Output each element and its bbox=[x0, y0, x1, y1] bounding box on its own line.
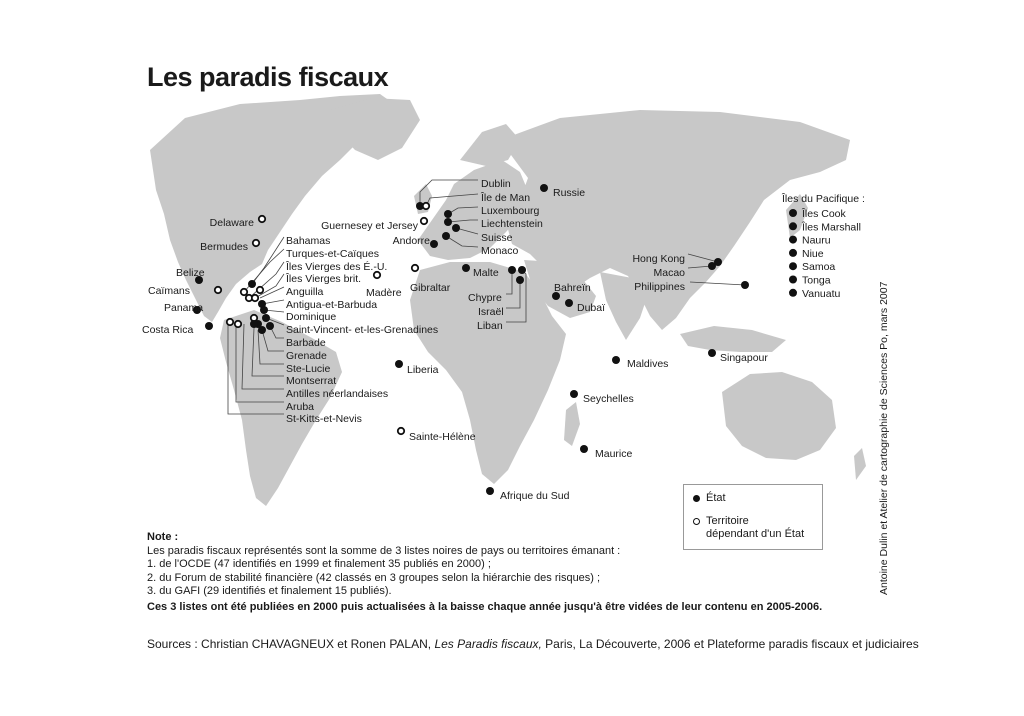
marker-saint-vincent-et-les-grenadines bbox=[262, 314, 270, 322]
marker-anguilla bbox=[257, 287, 263, 293]
label-anguilla: Anguilla bbox=[286, 286, 324, 298]
label-panama: Panama bbox=[164, 302, 204, 314]
label-liban: Liban bbox=[477, 320, 503, 332]
marker-aruba bbox=[227, 319, 233, 325]
marker-maldives bbox=[612, 356, 620, 364]
label-bahrein: Bahreïn bbox=[554, 282, 591, 294]
note-intro: Les paradis fiscaux représentés sont la somme de 3 listes noires de pays ou territoires émanant : bbox=[147, 544, 621, 557]
marker-costa-rica bbox=[205, 322, 213, 330]
label-singapour: Singapour bbox=[720, 352, 768, 364]
label-aruba: Aruba bbox=[286, 401, 315, 413]
label-liechtenstein: Liechtenstein bbox=[481, 218, 543, 230]
pacific-label-iles-marshall: Îles Marshall bbox=[802, 221, 861, 234]
label-bermudes: Bermudes bbox=[200, 241, 248, 253]
note-conclusion: Ces 3 listes ont été publiées en 2000 puis actualisées à la baisse chaque année jusqu'à être vidées de leur contenu en 2005-2006. bbox=[147, 600, 823, 613]
label-bahamas: Bahamas bbox=[286, 235, 331, 247]
pacific-heading: Îles du Pacifique : bbox=[782, 193, 865, 205]
marker-macao bbox=[708, 262, 716, 270]
note-title: Note : bbox=[147, 531, 179, 543]
label-iles-vierges-des-e-u: Îles Vierges des É.-U. bbox=[286, 261, 388, 273]
pacific-label-iles-cook: Îles Cook bbox=[802, 208, 846, 220]
marker-dubai bbox=[565, 299, 573, 307]
label-sainte-helene: Sainte-Hélène bbox=[409, 431, 476, 443]
marker-st-kitts-et-nevis bbox=[250, 320, 258, 328]
label-montserrat: Montserrat bbox=[286, 375, 337, 387]
marker-suisse bbox=[452, 224, 460, 232]
label-maldives: Maldives bbox=[627, 358, 669, 370]
label-dublin: Dublin bbox=[481, 178, 511, 190]
label-seychelles: Seychelles bbox=[583, 393, 634, 405]
note-item-2: 2. du Forum de stabilité financière (42 classés en 3 groupes selon la hiérarchie des risques) ; bbox=[147, 571, 601, 584]
label-israel: Israël bbox=[478, 306, 504, 318]
marker-singapour bbox=[708, 349, 716, 357]
sources-prefix: Sources : Christian CHAVAGNEUX et Ronen PALAN, bbox=[147, 637, 435, 651]
marker-liban bbox=[518, 266, 526, 274]
label-turques-et-caiques: Turques-et-Caïques bbox=[286, 248, 379, 260]
label-antigua-et-barbuda: Antigua-et-Barbuda bbox=[286, 299, 378, 311]
label-malte: Malte bbox=[473, 267, 499, 279]
marker-malte bbox=[462, 264, 470, 272]
marker-liberia bbox=[395, 360, 403, 368]
label-dominique: Dominique bbox=[286, 311, 337, 323]
label-iles-vierges-brit: Îles Vierges brit. bbox=[286, 273, 362, 285]
marker-caimans bbox=[215, 287, 221, 293]
label-afrique-du-sud: Afrique du Sud bbox=[500, 490, 570, 502]
note-item-1: 1. de l'OCDE (47 identifiés en 1999 et finalement 35 publiés en 2000) ; bbox=[147, 558, 491, 570]
marker-israel bbox=[516, 276, 524, 284]
label-delaware: Delaware bbox=[209, 217, 254, 229]
marker-ile-de-man bbox=[423, 203, 429, 209]
label-ile-de-man: Île de Man bbox=[481, 192, 531, 204]
marker-monaco bbox=[442, 232, 450, 240]
marker-antilles-neerlandaises bbox=[235, 321, 241, 327]
marker-philippines bbox=[741, 281, 749, 289]
note-block bbox=[147, 531, 887, 614]
sources-line bbox=[147, 637, 919, 651]
label-antilles-neerlandaises: Antilles néerlandaises bbox=[286, 388, 389, 400]
label-grenade: Grenade bbox=[286, 350, 327, 362]
landmass-new-zealand bbox=[854, 448, 866, 480]
label-suisse: Suisse bbox=[481, 232, 513, 244]
legend-territory-label-1: Territoire bbox=[706, 515, 749, 527]
label-hong-kong: Hong Kong bbox=[632, 253, 685, 265]
marker-bermudes bbox=[253, 240, 259, 246]
pacific-label-samoa: Samoa bbox=[802, 261, 836, 274]
pacific-marker-nauru bbox=[789, 236, 797, 244]
marker-dominique bbox=[260, 306, 268, 314]
pacific-label-tonga: Tonga bbox=[802, 274, 831, 287]
label-macao: Macao bbox=[653, 267, 685, 279]
pacific-label-niue: Niue bbox=[802, 247, 824, 260]
landmass-indonesia bbox=[680, 326, 786, 352]
label-russie: Russie bbox=[553, 187, 586, 199]
marker-delaware bbox=[259, 216, 265, 222]
legend-state-symbol bbox=[693, 495, 700, 502]
label-ste-lucie: Ste-Lucie bbox=[286, 363, 331, 375]
label-gibraltar: Gibraltar bbox=[410, 282, 451, 294]
label-madere: Madère bbox=[366, 287, 402, 299]
sources-suffix: Paris, La Découverte, 2006 et Plateforme paradis fiscaux et judiciaires bbox=[541, 637, 919, 651]
label-guernesey-et-jersey: Guernesey et Jersey bbox=[321, 220, 418, 232]
marker-sainte-helene bbox=[398, 428, 404, 434]
label-st-kitts-et-nevis: St-Kitts-et-Nevis bbox=[286, 413, 362, 425]
label-caimans: Caïmans bbox=[148, 285, 191, 297]
label-monaco: Monaco bbox=[481, 245, 519, 257]
label-costa-rica: Costa Rica bbox=[142, 324, 194, 336]
map-credit: Antoine Dulin et Atelier de cartographie de Sciences Po, mars 2007 bbox=[878, 281, 890, 595]
label-andorre: Andorre bbox=[392, 235, 430, 247]
marker-iles-vierges-brit bbox=[252, 295, 258, 301]
label-chypre: Chypre bbox=[468, 292, 502, 304]
legend-territory-symbol bbox=[693, 518, 700, 525]
landmass-australia bbox=[722, 372, 836, 460]
map-title: Les paradis fiscaux bbox=[147, 62, 389, 92]
pacific-label-vanuatu: Vanuatu bbox=[802, 287, 841, 300]
label-liberia: Liberia bbox=[407, 364, 439, 376]
pacific-marker-tonga bbox=[789, 276, 797, 284]
marker-chypre bbox=[508, 266, 516, 274]
marker-barbade bbox=[266, 322, 274, 330]
marker-bahamas bbox=[248, 280, 256, 288]
marker-guernesey-et-jersey bbox=[421, 218, 427, 224]
marker-russie bbox=[540, 184, 548, 192]
pacific-label-nauru: Nauru bbox=[802, 234, 831, 247]
marker-turques-et-caiques bbox=[241, 289, 247, 295]
marker-afrique-du-sud bbox=[486, 487, 494, 495]
label-philippines: Philippines bbox=[634, 281, 685, 293]
label-maurice: Maurice bbox=[595, 448, 633, 460]
legend-state-label: État bbox=[706, 492, 726, 504]
label-barbade: Barbade bbox=[286, 337, 326, 349]
pacific-marker-niue bbox=[789, 249, 797, 257]
sources-book-title: Les Paradis fiscaux, bbox=[434, 637, 542, 651]
pacific-marker-vanuatu bbox=[789, 289, 797, 297]
label-belize: Belize bbox=[176, 267, 205, 279]
legend-territory-label-2: dépendant d'un État bbox=[706, 528, 805, 540]
marker-liechtenstein bbox=[444, 218, 452, 226]
label-luxembourg: Luxembourg bbox=[481, 205, 540, 217]
pacific-marker-iles-marshall bbox=[789, 222, 797, 230]
pacific-marker-samoa bbox=[789, 262, 797, 270]
marker-maurice bbox=[580, 445, 588, 453]
label-saint-vincent-et-les-grenadines: Saint-Vincent- et-les-Grenadines bbox=[286, 324, 439, 336]
label-dubai: Dubaï bbox=[577, 302, 606, 314]
marker-seychelles bbox=[570, 390, 578, 398]
marker-gibraltar bbox=[412, 265, 418, 271]
note-item-3: 3. du GAFI (29 identifiés et finalement 15 publiés). bbox=[147, 585, 392, 597]
landmass-madagascar bbox=[564, 402, 580, 446]
pacific-marker-iles-cook bbox=[789, 209, 797, 217]
marker-andorre bbox=[430, 240, 438, 248]
marker-luxembourg bbox=[444, 210, 452, 218]
